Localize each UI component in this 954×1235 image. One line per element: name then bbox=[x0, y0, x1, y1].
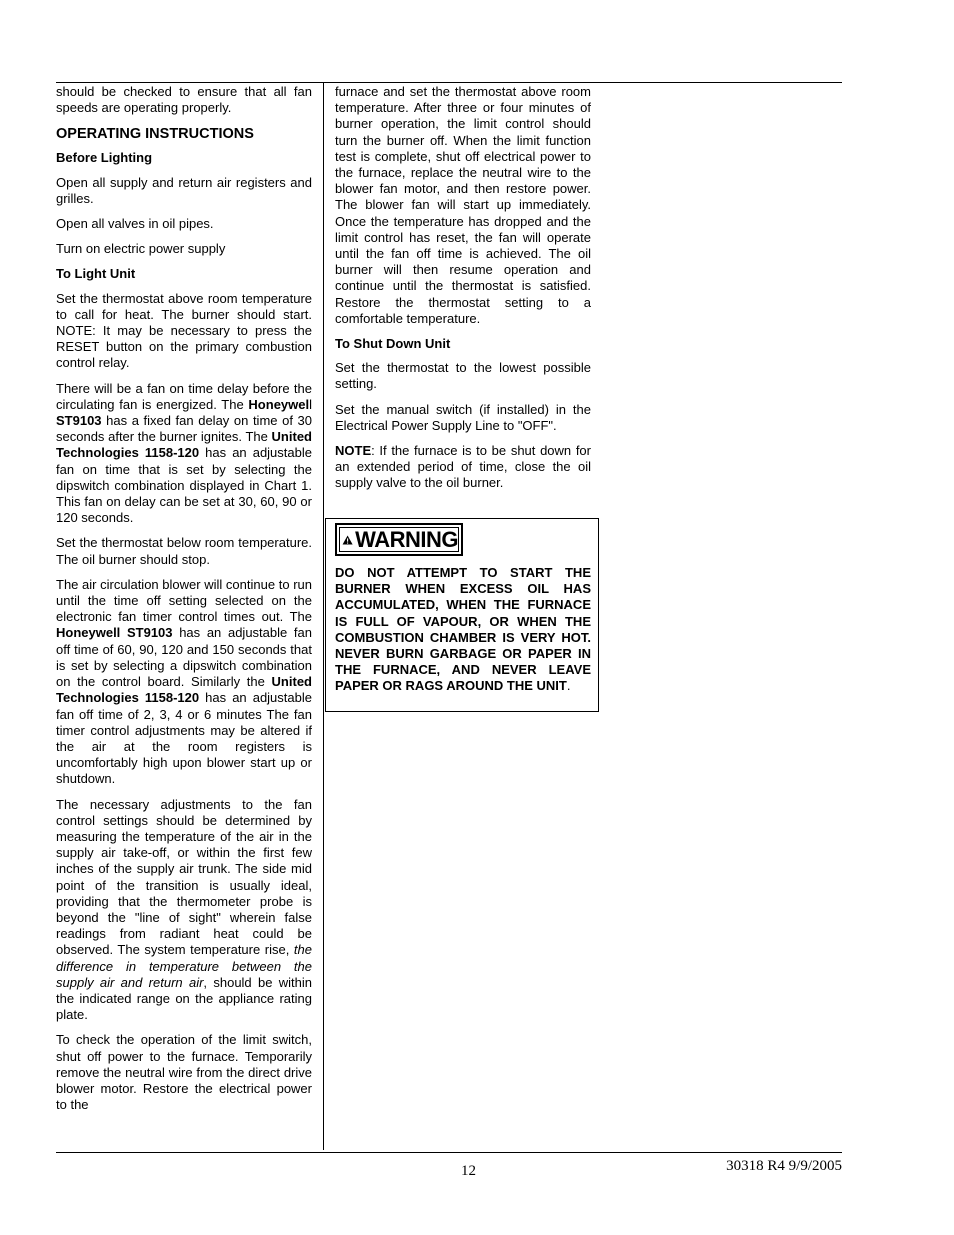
page-number: 12 bbox=[461, 1163, 476, 1179]
header-rule bbox=[56, 82, 842, 83]
heading-before-lighting: Before Lighting bbox=[56, 150, 153, 166]
paragraph-limit-switch: To check the operation of the limit switch, shut off power to the furnace. Temporarily remove the neutral wire from the direct drive blower motor. Restore the electrical power to the bbox=[56, 1032, 312, 1113]
right-column bbox=[335, 84, 591, 501]
left-column bbox=[56, 84, 312, 1122]
paragraph-open-registers: Open all supply and return air registers and grilles. bbox=[56, 174, 312, 206]
paragraph-fan-delay: There will be a fan on time delay before the circulating fan is energized. The Honeywell ST9103 has a fixed fan delay on time of 30 seconds after the burner ignites. The United Technologies 1158-120 has an adjustable fan on time that is set by selecting the dipswitch combination displayed in Chart 1. This fan on delay can be set at 30, 60, 90 or 120 seconds. bbox=[56, 380, 312, 526]
paragraph-thermostat-below: Set the thermostat below room temperature. The oil burner should stop. bbox=[56, 535, 312, 567]
paragraph-lowest-setting: Set the thermostat to the lowest possible setting. bbox=[335, 360, 591, 392]
paragraph-power-supply: Turn on electric power supply bbox=[56, 241, 226, 257]
warning-badge bbox=[335, 523, 463, 556]
paragraph-manual-switch: Set the manual switch (if installed) in the Electrical Power Supply Line to "OFF". bbox=[335, 401, 591, 433]
paragraph-fan-speeds: should be checked to ensure that all fan speeds are operating properly. bbox=[56, 84, 312, 116]
column-divider bbox=[323, 82, 324, 1150]
warning-text: DO NOT ATTEMPT TO START THE BURNER WHEN EXCESS OIL HAS ACCUMULATED, WHEN THE FURNACE IS FULL OF VAPOUR, OR WHEN THE COMBUSTION CHAMBER IS VERY HOT. NEVER BURN GARBAGE OR PAPER IN THE FURNACE, AND NEVER LEAVE PAPER OR RAGS AROUND THE UNIT. bbox=[335, 565, 591, 694]
warning-triangle-icon bbox=[342, 531, 353, 549]
heading-shut-down: To Shut Down Unit bbox=[335, 336, 451, 352]
document-revision: 30318 R4 9/9/2005 bbox=[726, 1158, 842, 1174]
paragraph-note: NOTE: If the furnace is to be shut down for an extended period of time, close the oil supply valve to the oil burner. bbox=[335, 443, 591, 491]
paragraph-set-thermostat: Set the thermostat above room temperature to call for heat. The burner should start. NOTE: It may be necessary to press the RESET button on the primary combustion control relay. bbox=[56, 290, 312, 371]
paragraph-blower: The air circulation blower will continue to run until the time off setting selected on the electronic fan timer control times out. The Honeywell ST9103 has an adjustable fan off time of 60, 90, 120 and 150 seconds that is set by selecting a dipswitch combination on the control board. Similarly the United Technologies 1158-120 has an adjustable fan off time of 2, 3, 4 or 6 minutes The fan timer control adjustments may be altered if the air at the room registers is uncomfortably high upon blower start up or shutdown. bbox=[56, 576, 312, 787]
paragraph-adjustments: The necessary adjustments to the fan control settings should be determined by measuring the temperature of the air in the supply air take-off, or within the first few inches of the supply air trunk. The side mid point of the transition is usually ideal, providing that the thermometer probe is beyond the "line of sight" wherein false readings from radiant heat could be observed. The system temperature rise, the difference in temperature between the supply air and return air, should be within the indicated range on the appliance rating plate. bbox=[56, 796, 313, 1023]
heading-operating-instructions: OPERATING INSTRUCTIONS bbox=[56, 126, 254, 143]
warning-label: WARNING bbox=[355, 526, 458, 552]
paragraph-limit-continued: furnace and set the thermostat above room temperature. After three or four minutes of burner operation, the limit control should turn the burner off. When the limit function test is complete, shut off electrical power to the furnace, replace the neutral wire to the blower fan motor, and then restore power. The blower fan will start up immediately. Once the temperature has dropped and the limit control has reset, the fan will operate until the fan off time is achieved. The oil burner will then resume operation and continue until the thermostat is satisfied. Restore the thermostat setting to a comfortable temperature. bbox=[335, 84, 591, 326]
warning-box bbox=[325, 518, 599, 712]
footer-rule bbox=[56, 1152, 842, 1153]
heading-to-light-unit: To Light Unit bbox=[56, 266, 136, 282]
paragraph-open-valves: Open all valves in oil pipes. bbox=[56, 216, 214, 232]
